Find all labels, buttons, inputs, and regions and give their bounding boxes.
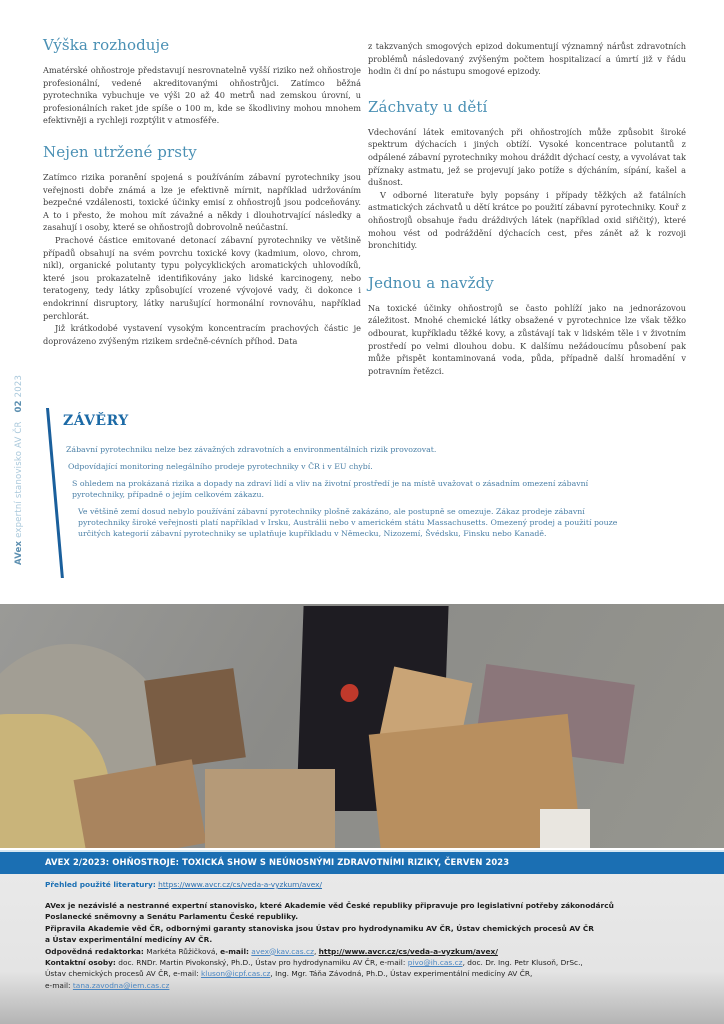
editor-url-link[interactable]: http://www.avcr.cz/cs/veda-a-vyzkum/avex/ <box>318 946 498 956</box>
editor-label: Odpovědná redaktorka: <box>45 946 144 956</box>
footer-info <box>45 900 685 991</box>
contacts-line <box>45 957 685 968</box>
paragraph: Již krátkodobé vystavení vysokým koncentracím prachových částic je doprovázeno zvýšeným rizikem srdečně-cévních příhod. Data <box>43 323 361 346</box>
side-label <box>14 375 24 565</box>
references-label: Přehled použité literatury: <box>45 880 156 889</box>
paragraph: Na toxické účinky ohňostrojů se často pohlíží jako na jednorázovou záležitost. Mnohé chemické látky obsažené v pyrotechnice lze však těžko odbourat, kupříkladu těžké kovy, a zůstávají tak v lidském těle i v životním prostředí po velmi dlouhou dobu. K dalšímu nežádoucímu působení pak může přispět kontaminovaná voda, půda, případně další hromadění v potravním řetězci. <box>368 302 686 376</box>
conclusions-title: ZÁVĚRY <box>63 413 129 429</box>
editor-email-link[interactable]: avex@kav.cas.cz <box>251 946 314 956</box>
section-heading-vyska: Výška rozhoduje <box>43 36 170 54</box>
paragraph: Prachové částice emitované detonací zábavní pyrotechniky ve většině případů obsahují na svém povrchu toxické kovy (kadmium, olovo, chrom, nikl), organické polutanty typu polycyklických aromatických uhlovodíků, které jsou prokazatelně identifikovány jako lidské karcinogeny, nebo teratogeny, tedy látky způsobující vrozené vývojové vady, či dokonce i endokrinní disruptory, látky narušující hormonální rovnováhu, například perchlorát. <box>43 234 361 321</box>
paragraph: Vdechování látek emitovaných při ohňostrojích může způsobit široké spektrum dýchacích i jiných obtíží. Vysoké koncentrace polutantů z odpálené zábavní pyrotechniky mohou dráždit dýchací cesty, a vyvolávat tak příznaky astmatu, jež se projevují jako potíže s dýcháním, sípání, kašel a dušnost. <box>368 126 686 188</box>
contact-text: , Ing. Mgr. Táňa Závodná, Ph.D., Ústav experimentální medicíny AV ČR, <box>270 969 533 979</box>
editor-line: Odpovědná redaktorka: Markéta Růžičková, e-mail: avex@kav.cas.cz, http://www.avcr.cz/cs/veda-a-vyzkum/avex/ <box>45 946 498 956</box>
side-text: expertní stanovisko AV ČR <box>14 421 24 538</box>
paragraph-continuation: z takzvaných smogových epizod dokumentují významný nárůst zdravotních problémů následovaný zvýšeným počtem hospitalizací a úmrtí již v řádu hodin či dní po nástupu smogové epizody. <box>368 41 686 77</box>
right-column <box>368 40 686 377</box>
contact-text: Ústav chemických procesů AV ČR, e-mail: <box>45 969 199 979</box>
contact-email-link[interactable]: kluson@icpf.cas.cz <box>200 969 271 979</box>
side-year: 2023 <box>14 374 24 398</box>
contact-text: doc. RNDr. Martin Pivokonský, Ph.D., Ústav pro hydrodynamiku AV ČR, e-mail: <box>118 958 406 968</box>
prepared-line: Připravila Akademie věd ČR, odbornými garanty stanoviska jsou Ústav pro hydrodynamiku AV ČR, Ústav chemických procesů AV ČR <box>45 923 594 933</box>
side-brand: AVex <box>14 540 24 565</box>
conclusion-item: Zábavní pyrotechniku nelze bez závažných zdravotních a environmentálních rizik provozovat. <box>66 445 437 454</box>
contact-text: e-mail: <box>45 980 71 990</box>
contacts-line <box>45 968 685 979</box>
conclusions-list <box>66 444 686 545</box>
footer <box>0 874 724 1024</box>
contact-text: , doc. Dr. Ing. Petr Klusoň, DrSc., <box>462 958 583 968</box>
contacts-label: Kontaktní osoby: <box>45 958 116 968</box>
conclusion-item: Ve většině zemí dosud nebylo používání zábavní pyrotechniky plošně zakázáno, ale postupně se omezuje. Zákaz prodeje zábavní pyrotechniky široké veřejnosti platí například v Irsku, Austrálii nebo v americkém státu Massachusetts. Omezený prodej a použití pouze určitých kategorií zábavní pyrotechniky se uplatňuje kupříkladu v Německu, Nizozemí, Švédsku, Finsku nebo Kanadě. <box>78 507 618 538</box>
editor-name: Markéta Růžičková, <box>146 946 218 956</box>
paragraph: Amatérské ohňostroje představují nesrovnatelně vyšší riziko než ohňostroje profesionální, vedené akreditovanými ohňostrůjci. Zatímco běžná pyrotechnika vybuchuje ve výši 20 až 40 metrů nad zemskou úrovní, u profesionálních raket jde spíše o 100 m, kde se škodliviny mohou mnohem efektivněji a rychleji rozptýlit v atmosféře. <box>43 65 361 126</box>
paragraph: V odborné literatuře byly popsány i případy těžkých až fatálních astmatických záchvatů u dětí krátce po použití zábavní pyrotechniky. Kouř z ohňostrojů obsahuje řadu dráždivých látek (například oxid siřičitý), které mohou vést od podráždění dýchacích cest, přes zánět až k rozvoji bronchitidy. <box>368 189 686 251</box>
prepared-line: a Ústav experimentální medicíny AV ČR. <box>45 935 213 945</box>
about-line: AVex je nezávislé a nestranné expertní stanovisko, které Akademie věd České republiky připravuje pro legislativní potřeby zákonodárců <box>45 901 614 910</box>
side-issue: 02 <box>14 400 24 413</box>
conclusions-accent-line <box>46 408 64 578</box>
section-heading-prsty: Nejen utržené prsty <box>43 142 197 161</box>
publication-title: AVEX 2/2023: OHŇOSTROJE: TOXICKÁ SHOW S NEÚNOSNÝMI ZDRAVOTNÍMI RIZIKY, ČERVEN 2023 <box>45 857 510 867</box>
fireworks-debris-photo <box>0 604 724 848</box>
section-heading-zachvaty: Záchvaty u dětí <box>368 97 488 116</box>
paragraph: Zatímco rizika poranění spojená s používáním zábavní pyrotechniky jsou veřejnosti dobře známá a lze je efektivně mírnit, například udržováním bezpečné vzdálenosti, toxické účinky emisí z ohňostrojů jsou podceňovány. A to i přesto, že mohou mít závažné a někdy i dlouhotrvající následky a zasahují i osoby, které se ohňostrojů dobrovolně neúčastní. <box>43 171 361 233</box>
conclusion-item: S ohledem na prokázaná rizika a dopady na zdraví lidí a vliv na životní prostředí je na místě uvažovat o zásadním omezení zábavní pyrotechniky, případně o jejím celkovém zákazu. <box>72 479 589 499</box>
references-link[interactable]: https://www.avcr.cz/cs/veda-a-vyzkum/avex/ <box>158 880 323 889</box>
contact-email-link[interactable]: pivo@ih.cas.cz <box>407 958 463 968</box>
publication-title-bar <box>0 850 724 874</box>
about-line: Poslanecké sněmovny a Senátu Parlamentu České republiky. <box>45 912 299 922</box>
email-label: e-mail: <box>220 946 249 956</box>
contacts-line <box>45 980 685 991</box>
references-line <box>45 880 322 889</box>
left-column <box>43 36 361 347</box>
conclusion-item: Odpovídající monitoring nelegálního prodeje pyrotechniky v ČR i v EU chybí. <box>68 462 373 471</box>
contact-email-link[interactable]: tana.zavodna@iem.cas.cz <box>72 980 170 990</box>
section-heading-jednou: Jednou a navždy <box>368 273 494 292</box>
